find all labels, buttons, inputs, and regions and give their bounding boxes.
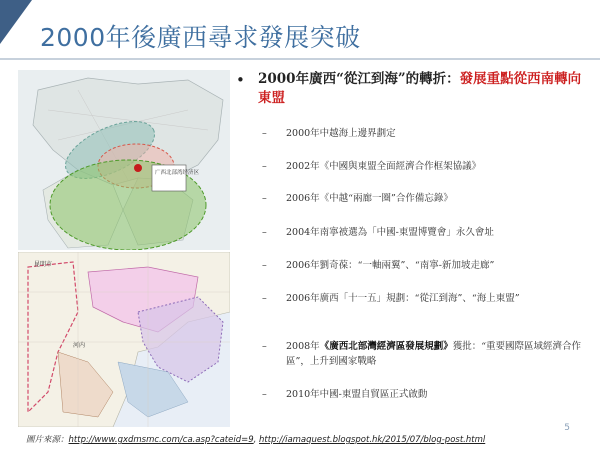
regional-map-image bbox=[18, 70, 230, 250]
map2-label-hanoi: 河内 bbox=[73, 342, 86, 349]
bullet-heading-black: 2000年廣西“從江到海”的轉折： bbox=[258, 71, 460, 87]
bullet-marker: • bbox=[236, 71, 245, 89]
source-link-2[interactable]: http://iamaquest.blogspot.hk/2015/07/blog-post.html bbox=[259, 435, 486, 445]
gulf-map-image bbox=[18, 252, 230, 427]
map2-label-kunming: 昆明市 bbox=[34, 261, 53, 268]
slide-title: 2000年後廣西尋求發展突破 bbox=[40, 23, 361, 52]
page-number: 5 bbox=[564, 423, 570, 433]
image-source: 圖片來源：http://www.gxdmsmc.com/ca.asp?cateid=9, http://iamaquest.blogspot.hk/2015/07/blog-post.html bbox=[26, 435, 486, 445]
bullet-heading-red: 發展重點從西南轉向東盟 bbox=[258, 71, 582, 106]
title-divider bbox=[0, 58, 600, 60]
corner-accent bbox=[0, 0, 32, 44]
source-link-1[interactable]: http://www.gxdmsmc.com/ca.asp?cateid=9 bbox=[68, 435, 254, 445]
bullet-heading bbox=[258, 70, 588, 108]
map1-label: 广西北部湾经济区 bbox=[155, 170, 200, 176]
